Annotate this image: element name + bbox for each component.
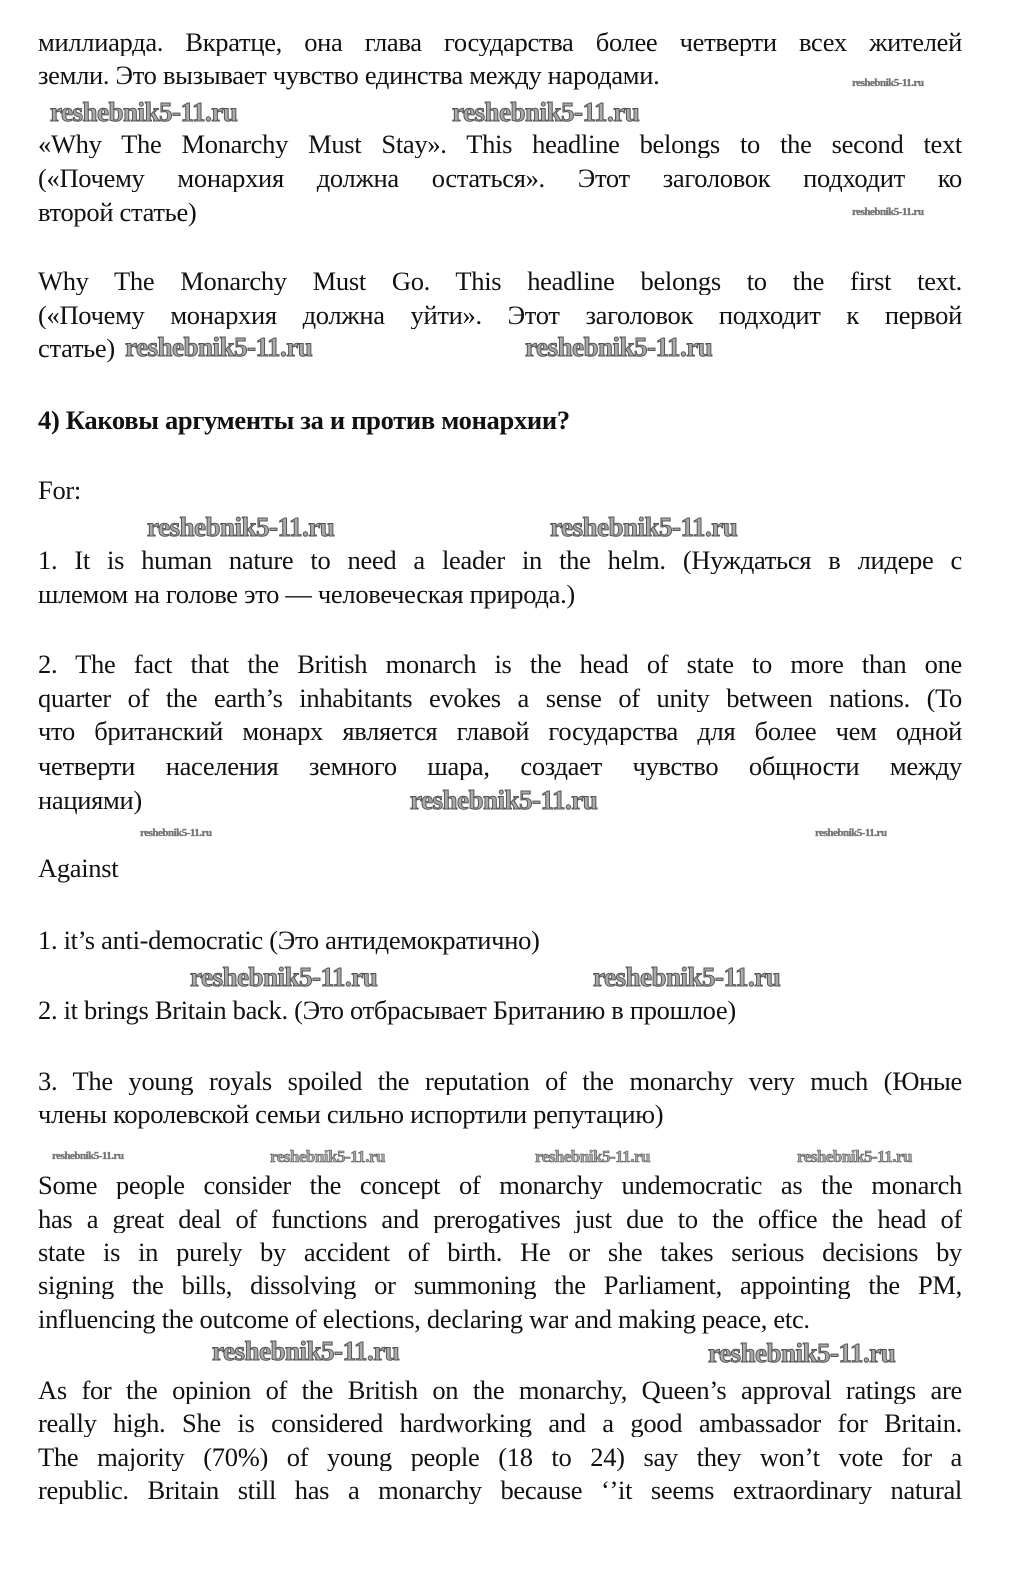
watermark: reshebnik5-11.ru — [815, 827, 887, 839]
text-line: («Почему монархия должна уйти». Этот заголовок подходит к первой — [38, 301, 962, 329]
text-line: четверти населения земного шара, создает чувство общности между — [38, 752, 962, 780]
watermark: reshebnik5-11.ru — [147, 512, 335, 542]
text-line: второй статье) — [38, 197, 197, 227]
text-line: нациями) — [38, 785, 142, 815]
text-line: шлемом на голове это — человеческая природа.) — [38, 579, 575, 609]
text-line: quarter of the earth’s inhabitants evokes a sense of unity between nations. (То — [38, 684, 962, 712]
text-line: что британский монарх является главой государства для более чем одной — [38, 717, 962, 745]
watermark: reshebnik5-11.ru — [190, 962, 378, 992]
watermark: reshebnik5-11.ru — [852, 77, 924, 89]
watermark: reshebnik5-11.ru — [550, 512, 738, 542]
text-line: члены королевской семьи сильно испортили репутацию) — [38, 1099, 664, 1129]
text-line: 2. it brings Britain back. (Это отбрасывает Британию в прошлое) — [38, 995, 736, 1025]
section-heading: 4) Каковы аргументы за и против монархии? — [38, 405, 570, 435]
watermark: reshebnik5-11.ru — [708, 1338, 896, 1368]
watermark: reshebnik5-11.ru — [593, 962, 781, 992]
text-line: 2. The fact that the British monarch is the head of state to more than one — [38, 650, 962, 678]
watermark: reshebnik5-11.ru — [52, 1150, 124, 1162]
text-line: has a great deal of functions and prerogatives just due to the office the head of — [38, 1205, 962, 1233]
watermark: reshebnik5-11.ru — [535, 1147, 650, 1166]
watermark: reshebnik5-11.ru — [50, 97, 238, 127]
watermark: reshebnik5-11.ru — [797, 1147, 912, 1166]
text-line: 1. It is human nature to need a leader in the helm. (Нуждаться в лидере с — [38, 546, 962, 574]
text-line: земли. Это вызывает чувство единства между народами. — [38, 60, 660, 90]
watermark: reshebnik5-11.ru — [852, 206, 924, 218]
text-line: republic. Britain still has a monarchy because ‘’it seems extraordinary natural — [38, 1476, 962, 1504]
watermark: reshebnik5-11.ru — [125, 332, 313, 362]
watermark: reshebnik5-11.ru — [452, 97, 640, 127]
text-line: миллиарда. Вкратце, она глава государства более четверти всех жителей — [38, 28, 962, 56]
text-line: Against — [38, 853, 119, 883]
text-line: статье) — [38, 333, 115, 363]
text-line: Why The Monarchy Must Go. This headline belongs to the first text. — [38, 267, 962, 295]
watermark: reshebnik5-11.ru — [525, 332, 713, 362]
text-line: For: — [38, 475, 81, 505]
text-line: signing the bills, dissolving or summoning the Parliament, appointing the PM, — [38, 1271, 962, 1299]
text-line: («Почему монархия должна остаться». Этот заголовок подходит ко — [38, 164, 962, 192]
text-line: 1. it’s anti-democratic (Это антидемократично) — [38, 925, 540, 955]
text-line: state is in purely by accident of birth. He or she takes serious decisions by — [38, 1238, 962, 1266]
text-line: really high. She is considered hardworking and a good ambassador for Britain. — [38, 1409, 962, 1437]
watermark: reshebnik5-11.ru — [410, 785, 598, 815]
text-line: 3. The young royals spoiled the reputation of the monarchy very much (Юные — [38, 1067, 962, 1095]
text-line: «Why The Monarchy Must Stay». This headline belongs to the second text — [38, 130, 962, 158]
text-line: Some people consider the concept of monarchy undemocratic as the monarch — [38, 1171, 962, 1199]
watermark: reshebnik5-11.ru — [270, 1147, 385, 1166]
watermark: reshebnik5-11.ru — [140, 827, 212, 839]
text-line: influencing the outcome of elections, declaring war and making peace, etc. — [38, 1304, 810, 1334]
text-line: As for the opinion of the British on the monarchy, Queen’s approval ratings are — [38, 1376, 962, 1404]
text-line: The majority (70%) of young people (18 to 24) say they won’t vote for a — [38, 1443, 962, 1471]
watermark: reshebnik5-11.ru — [212, 1336, 400, 1366]
